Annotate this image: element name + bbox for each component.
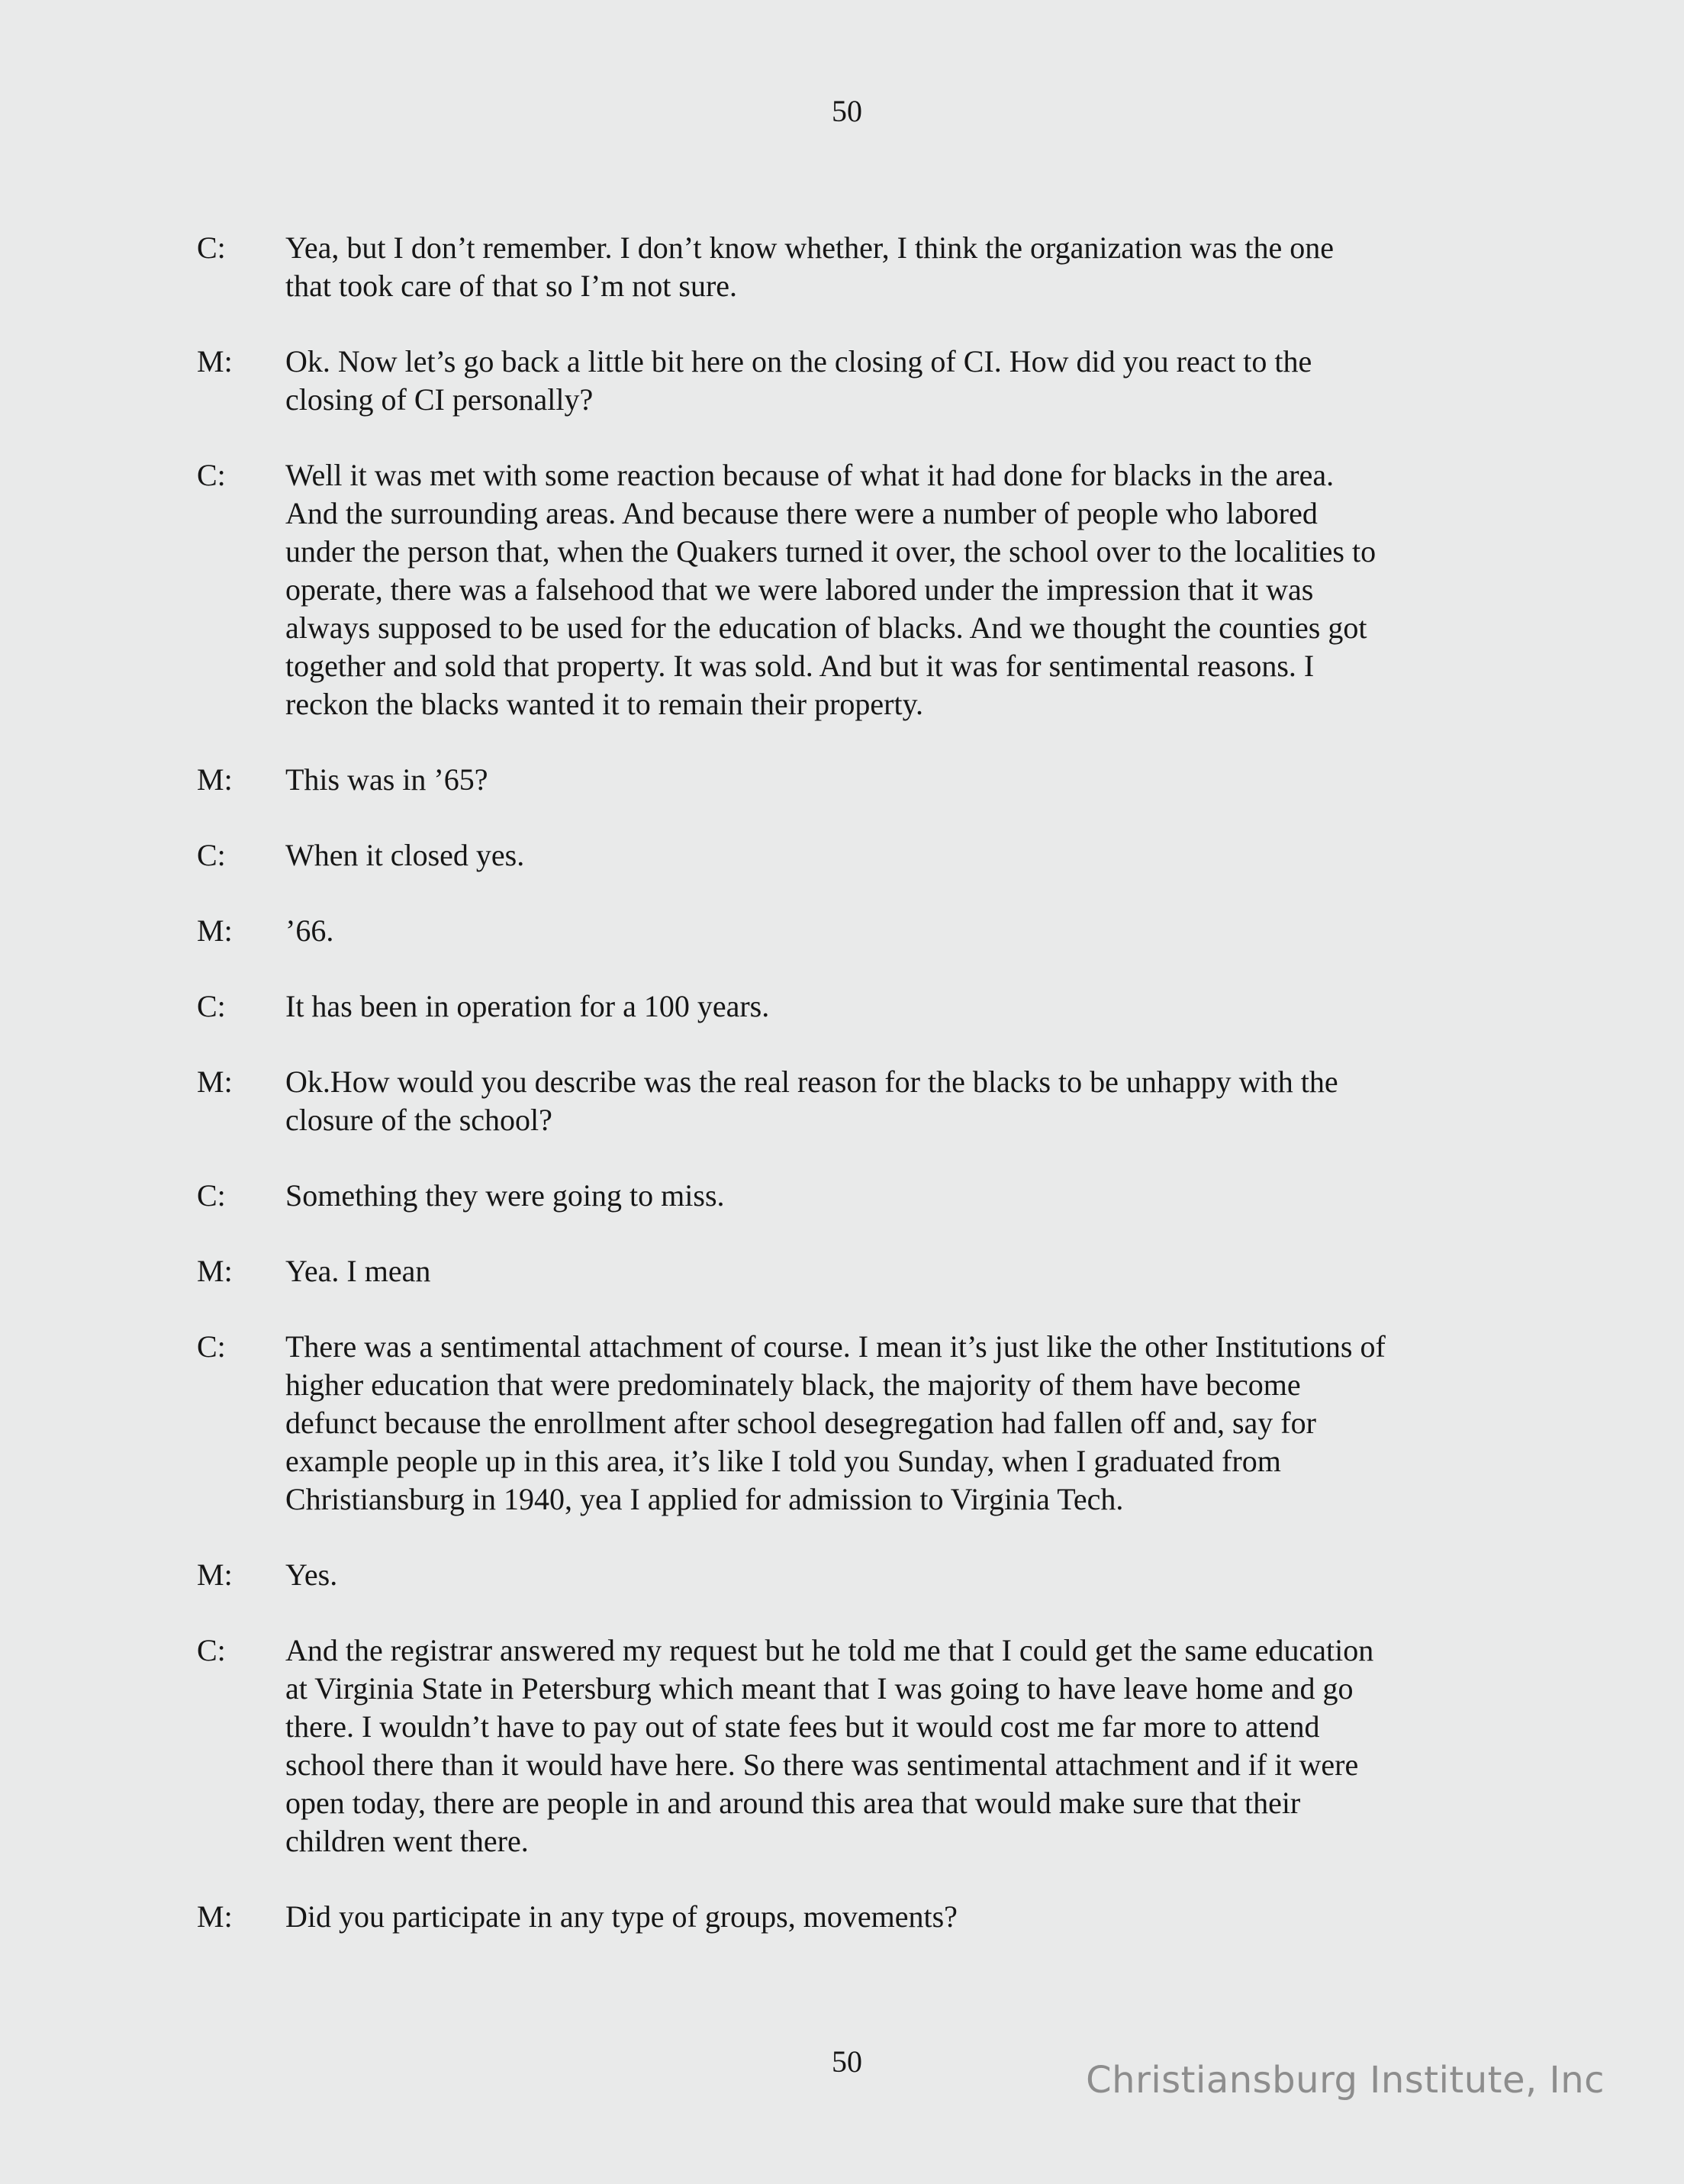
speaker-label: M: bbox=[197, 762, 233, 797]
speaker-label: M: bbox=[197, 1065, 233, 1099]
speech-text: It has been in operation for a 100 years. bbox=[285, 989, 770, 1023]
transcript-entry bbox=[197, 343, 1540, 419]
speaker-label: C: bbox=[197, 989, 226, 1023]
transcript-entry bbox=[197, 1252, 1540, 1290]
speaker-label: C: bbox=[197, 230, 226, 265]
transcript-entry bbox=[197, 456, 1540, 723]
transcript-entry bbox=[197, 836, 1540, 875]
speech-text: ’66. bbox=[285, 913, 334, 948]
page-number-top: 50 bbox=[832, 94, 862, 128]
speech-text: Something they were going to miss. bbox=[285, 1178, 725, 1213]
speaker-label: M: bbox=[197, 913, 233, 948]
speech-text: And the registrar answered my request but he told me that I could get the same education at Virginia State in Petersburg which meant that I was going to have leave home and go there. I wouldn’t have to pay out of state fees but it would cost me far more to attend school there than it would have here. So there was sentimental attachment and if it were open today, there are people in and around this area that would make sure that their children went there. bbox=[285, 1633, 1374, 1858]
speaker-label: C: bbox=[197, 1178, 226, 1213]
transcript-entry bbox=[197, 912, 1540, 950]
speech-text: Did you participate in any type of groups, movements? bbox=[285, 1899, 958, 1934]
transcript bbox=[197, 229, 1540, 1973]
speaker-label: M: bbox=[197, 344, 233, 378]
transcript-entry bbox=[197, 1177, 1540, 1215]
speaker-label: C: bbox=[197, 1329, 226, 1364]
speaker-label: M: bbox=[197, 1557, 233, 1592]
transcript-entry bbox=[197, 987, 1540, 1026]
speaker-label: C: bbox=[197, 458, 226, 492]
transcript-entry bbox=[197, 1898, 1540, 1936]
speech-text: Yea, but I don’t remember. I don’t know whether, I think the organization was the one that took care of that so I’m not sure. bbox=[285, 230, 1335, 303]
speaker-label: C: bbox=[197, 1633, 226, 1667]
speaker-label: M: bbox=[197, 1899, 233, 1934]
transcript-entry bbox=[197, 1328, 1540, 1519]
speech-text: Yea. I mean bbox=[285, 1254, 431, 1288]
speech-text: Yes. bbox=[285, 1557, 338, 1592]
transcript-entry bbox=[197, 1632, 1540, 1860]
speech-text: Ok.How would you describe was the real reason for the blacks to be unhappy with the closure of the school? bbox=[285, 1065, 1338, 1137]
speech-text: Well it was met with some reaction because of what it had done for blacks in the area. And the surrounding areas. And because there were a number of people who labored under the person that, when the Quakers turned it over, the school over to the localities to operate, there was a falsehood that we were labored under the impression that it was always supposed to be used for the education of blacks. And we thought the counties got together and sold that property. It was sold. And but it was for sentimental reasons. I reckon the blacks wanted it to remain their property. bbox=[285, 458, 1377, 721]
speech-text: There was a sentimental attachment of course. I mean it’s just like the other Institutions of higher education that were predominately black, the majority of them have become defunct because the enrollment after school desegregation had fallen off and, say for example people up in this area, it’s like I told you Sunday, when I graduated from Christiansburg in 1940, yea I applied for admission to Virginia Tech. bbox=[285, 1329, 1386, 1516]
speech-text: Ok. Now let’s go back a little bit here on the closing of CI. How did you react to the closing of CI personally? bbox=[285, 344, 1312, 417]
speech-text: When it closed yes. bbox=[285, 838, 525, 872]
speaker-label: M: bbox=[197, 1254, 233, 1288]
transcript-entry bbox=[197, 1063, 1540, 1139]
speaker-label: C: bbox=[197, 838, 226, 872]
page-number-bottom: 50 bbox=[832, 2044, 862, 2079]
speech-text: This was in ’65? bbox=[285, 762, 488, 797]
transcript-entry bbox=[197, 229, 1540, 305]
watermark: Christiansburg Institute, Inc bbox=[1086, 2059, 1605, 2102]
transcript-entry bbox=[197, 1556, 1540, 1594]
transcript-entry bbox=[197, 761, 1540, 799]
